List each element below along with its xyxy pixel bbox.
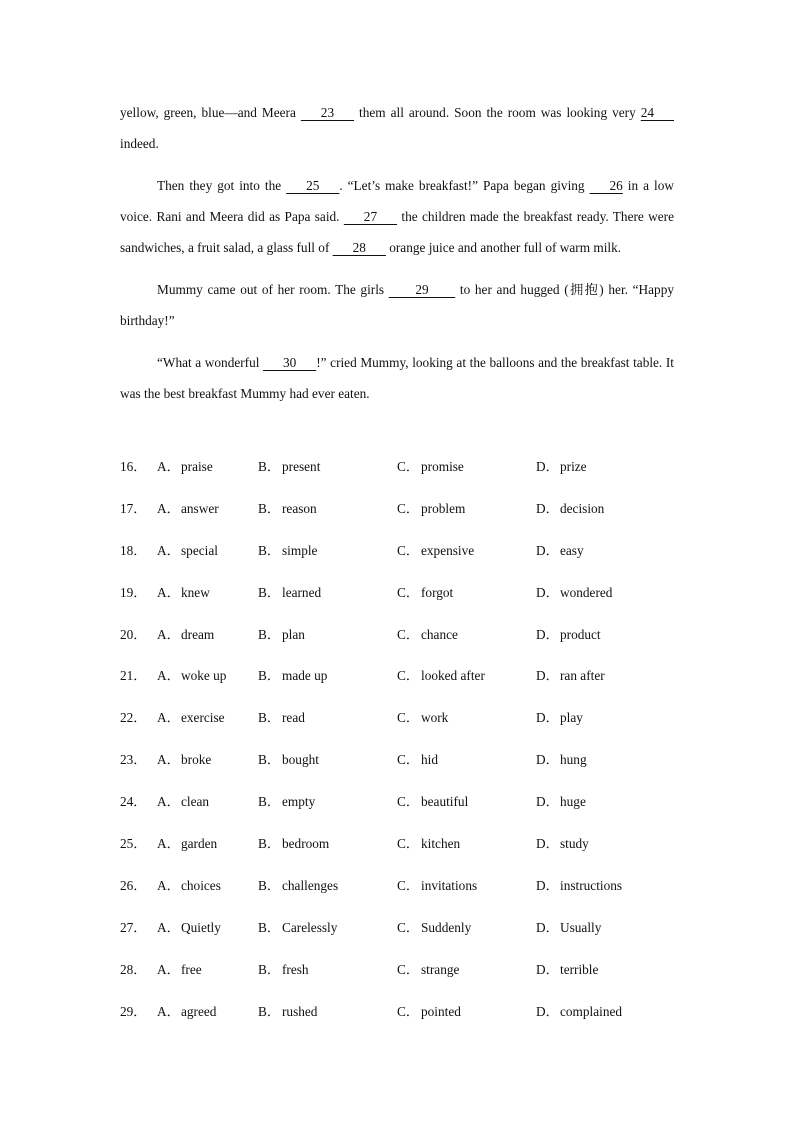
option-letter: C． [397,584,420,600]
option-d [536,744,587,775]
option-text: fresh [282,961,309,977]
option-letter: D． [536,542,559,558]
question-row [120,996,720,1038]
option-text: Usually [560,919,602,935]
option-a [157,786,209,817]
option-text: play [560,710,583,726]
paragraph-1: yellow, green, blue—and Meera 23 them all around. Soon the room was looking very 24 indeed. [120,97,674,159]
option-letter: C． [397,668,420,684]
option-d [536,493,604,524]
option-letter: A． [157,877,180,893]
blank-29: 29 [388,282,456,298]
option-text: learned [282,584,322,600]
option-text: Quietly [181,919,221,935]
option-letter: C． [397,877,420,893]
blank-26: 26 [589,177,623,193]
option-c [397,786,468,817]
option-letter: B． [258,626,281,642]
option-text: prize [560,459,587,474]
option-d [536,702,583,733]
question-row [120,535,720,577]
question-number: 27． [120,919,147,935]
option-letter: B． [258,500,281,516]
option-b [258,702,305,733]
option-b [258,870,338,901]
option-letter: B． [258,877,281,893]
option-text: rushed [282,1003,318,1019]
option-b [258,786,315,817]
option-text: bedroom [282,836,330,852]
option-letter: C． [397,710,420,726]
question-list [120,451,720,1037]
option-text: knew [181,584,210,600]
question-number: 23． [120,752,147,768]
option-letter: A． [157,584,180,600]
option-a [157,451,213,482]
option-b [258,577,321,608]
option-b [258,912,337,943]
option-text: work [421,710,449,726]
option-d [536,577,612,608]
option-b [258,619,305,650]
question-number: 28． [120,961,147,977]
option-c [397,702,448,733]
question-row [120,493,720,535]
option-text: pointed [421,1003,461,1019]
question-number: 29． [120,1003,147,1019]
paragraph-2: Then they got into the 25 . “Let’s make breakfast!” Papa began giving 26 in a low voice. Rani and Meera did as Papa said. 27 the children made the breakfast ready. There were sandwiches, a fruit salad, a glass full of 28 orange juice and another full of warm milk. [120,170,674,264]
option-text: read [282,710,305,726]
option-letter: B． [258,919,281,935]
option-c [397,451,464,482]
option-a [157,493,219,524]
option-a [157,870,221,901]
option-c [397,535,474,566]
option-d [536,912,601,943]
question-row [120,870,720,912]
option-text: kitchen [421,836,461,852]
option-letter: B． [258,584,281,600]
question-number: 18． [120,542,147,558]
option-letter: C． [397,500,420,516]
option-b [258,535,317,566]
option-text: wondered [560,584,613,600]
option-text: praise [181,459,213,474]
option-text: hung [560,752,587,768]
option-letter: D． [536,1003,559,1019]
option-d [536,660,605,691]
option-a [157,744,211,775]
question-number: 16． [120,459,147,474]
option-c [397,954,459,985]
option-letter: B． [258,794,281,810]
option-letter: A． [157,1003,180,1019]
option-a [157,619,214,650]
blank-30: 30 [263,354,317,370]
question-row [120,954,720,996]
option-text: product [560,626,601,642]
blank-28: 28 [332,240,386,256]
option-text: promise [421,459,464,474]
option-text: forgot [421,584,454,600]
option-d [536,535,584,566]
blank-23: 23 [300,105,355,120]
option-text: ran after [560,668,605,684]
option-b [258,996,317,1027]
question-row [120,660,720,702]
option-c [397,619,458,650]
option-letter: B． [258,836,281,852]
option-letter: D． [536,710,559,726]
option-text: empty [282,794,316,810]
option-letter: D． [536,500,559,516]
option-letter: B． [258,1003,281,1019]
paragraph-3: Mummy came out of her room. The girls 29 to her and hugged (拥抱) her. “Happy birthday!” [120,274,674,336]
option-text: clean [181,794,210,810]
question-row [120,912,720,954]
option-text: plan [282,626,305,642]
option-text: answer [181,500,219,516]
option-text: decision [560,500,605,516]
question-number: 17． [120,500,147,516]
option-b [258,493,317,524]
option-letter: D． [536,626,559,642]
option-d [536,954,598,985]
option-c [397,744,438,775]
option-letter: D． [536,668,559,684]
question-row [120,828,720,870]
option-letter: C． [397,794,420,810]
question-number: 25． [120,836,147,852]
option-a [157,577,210,608]
option-d [536,786,586,817]
option-text: invitations [421,877,478,893]
option-a [157,996,216,1027]
option-c [397,870,477,901]
option-text: looked after [421,668,485,684]
option-text: exercise [181,710,225,726]
option-text: special [181,542,218,558]
option-c [397,828,460,859]
option-letter: A． [157,459,180,474]
option-letter: D． [536,961,559,977]
option-text: expensive [421,542,475,558]
option-letter: C． [397,542,420,558]
option-d [536,451,587,482]
option-a [157,954,202,985]
question-number: 21． [120,668,147,684]
question-number: 22． [120,710,147,726]
option-letter: B． [258,459,281,474]
option-letter: D． [536,752,559,768]
option-letter: C． [397,919,420,935]
question-row [120,451,720,493]
option-letter: D． [536,459,559,474]
option-letter: C． [397,626,420,642]
option-b [258,744,319,775]
option-a [157,535,218,566]
question-row [120,577,720,619]
option-letter: D． [536,836,559,852]
question-row [120,786,720,828]
option-a [157,912,221,943]
option-c [397,493,465,524]
option-letter: B． [258,542,281,558]
option-text: Carelessly [282,919,338,935]
option-text: study [560,836,589,852]
option-text: free [181,961,202,977]
option-a [157,702,225,733]
option-letter: A． [157,961,180,977]
option-text: strange [421,961,460,977]
option-text: huge [560,794,586,810]
option-letter: A． [157,668,180,684]
question-number: 19． [120,584,147,600]
option-letter: D． [536,584,559,600]
question-number: 24． [120,794,147,810]
option-a [157,660,226,691]
question-row [120,702,720,744]
option-text: challenges [282,877,339,893]
question-row [120,619,720,661]
option-letter: D． [536,794,559,810]
option-letter: A． [157,752,180,768]
option-letter: C． [397,836,420,852]
option-d [536,828,589,859]
option-b [258,828,329,859]
option-c [397,577,453,608]
option-letter: A． [157,919,180,935]
option-letter: A． [157,710,180,726]
option-text: Suddenly [421,919,472,935]
option-letter: B． [258,668,281,684]
option-letter: D． [536,877,559,893]
option-a [157,828,217,859]
option-letter: A． [157,542,180,558]
option-text: woke up [181,668,227,684]
cloze-passage [120,97,674,420]
option-text: broke [181,752,212,768]
option-text: complained [560,1003,623,1019]
option-text: reason [282,500,317,516]
option-text: instructions [560,877,623,893]
option-letter: D． [536,919,559,935]
option-text: dream [181,626,215,642]
blank-24: 24 [640,105,674,120]
option-c [397,660,485,691]
option-text: terrible [560,961,599,977]
option-text: present [282,459,321,474]
option-d [536,870,622,901]
option-text: agreed [181,1003,217,1019]
option-text: hid [421,752,438,768]
question-row [120,744,720,786]
option-text: chance [421,626,458,642]
option-text: bought [282,752,319,768]
option-c [397,912,471,943]
option-text: problem [421,500,466,516]
blank-25: 25 [286,177,340,193]
option-text: garden [181,836,218,852]
option-c [397,996,461,1027]
option-d [536,619,601,650]
option-b [258,954,309,985]
option-b [258,660,327,691]
option-text: easy [560,542,584,558]
blank-27: 27 [343,209,398,225]
question-number: 26． [120,877,147,893]
option-letter: C． [397,459,420,474]
question-number: 20． [120,626,147,642]
option-text: made up [282,668,328,684]
option-letter: A． [157,836,180,852]
option-letter: B． [258,710,281,726]
option-b [258,451,320,482]
option-letter: B． [258,961,281,977]
option-letter: C． [397,961,420,977]
option-letter: A． [157,626,180,642]
option-letter: C． [397,752,420,768]
option-text: choices [181,877,221,893]
option-text: beautiful [421,794,469,810]
option-letter: A． [157,794,180,810]
option-letter: C． [397,1003,420,1019]
option-text: simple [282,542,318,558]
option-d [536,996,622,1027]
option-letter: B． [258,752,281,768]
option-letter: A． [157,500,180,516]
paragraph-4: “What a wonderful 30 !” cried Mummy, looking at the balloons and the breakfast table. It was the best breakfast Mummy had ever eaten. [120,347,674,409]
